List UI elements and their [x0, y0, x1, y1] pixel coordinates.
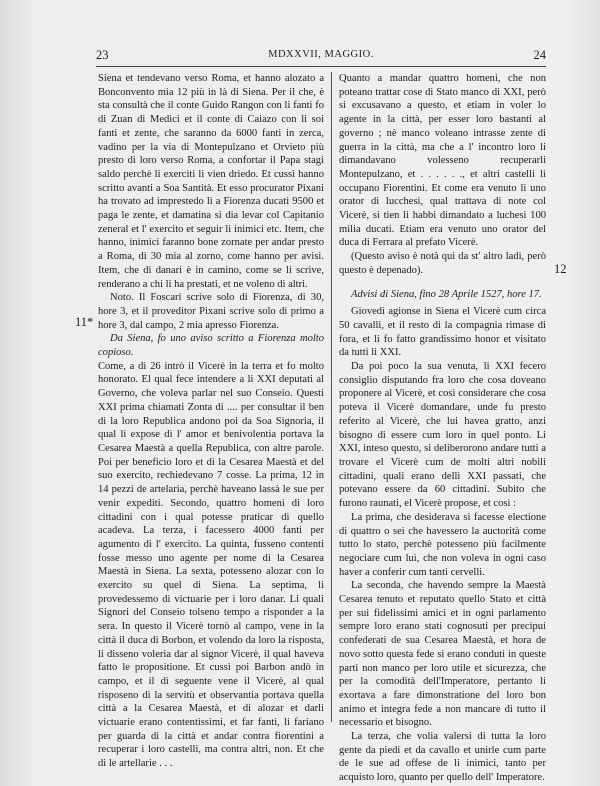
section-heading: Advisi di Siena, fino 28 Aprile 1527, hore 17. [351, 288, 542, 300]
header-rule [96, 66, 546, 67]
paragraph: Come, a dì 26 intrò il Vicerè in la terra et fo molto honorato. El qual fece intendere a li XXI deputati al Governo, che voleva parlar nel suo Conseio. Questi XXI prima chiamati Zonta di .... per consultar il ben di la loro Republica andono poi da Soa Signoria, il qual li expose di l' amor et benivolentia portava la Cesarea Maestà a quella Republica, con altre parole. Poi per beneficio loro et di la Cesarea Maestà et del suo exercito, rechiedevano 7 cosse. La prima, 12 in 14 pezzi de artelaria, perchè haveano lassà le sue per venir expediti. Secondo, quattro homeni di loro cittadini con i qual potesse praticar di quello acadeva. La terza, i facessero 4000 fanti per agumento di l' exercito. La quinta, fusseno contenti fosse messo uno agente per nome di la Cesarea Maestà in Siena. La sexta, potesseno alozar con lo exercito su quel di Siena. La septima, li provedessemo di victuarie per i loro danar. Li quali Signori del Conseio tolseno tempo a risponder a la sera. In questo il Vicerè tornò al campo, vene in la città il duca di Borbon, et volendo da loro la risposta, li disseno voleria dar al signor Vicerè, il qual haveva fatto le propositione. Et cussì poi Barbon andò in campo, et il dì seguente vene il Vicerè, al qual risposeno di la servitù et observantia portava quella città a la Cesarea Maestà, et di alozar et darli victuarie erano contentissimi, et far fanti, li fariano per guarda di la città et andar contra fiorentini a recuperar i loro castelli, ma contra altri, non. Et che di le artellarie . . . [98, 360, 324, 770]
paragraph: Noto. Il Foscari scrive solo di Fiorenza, di 30, hore 3, et il proveditor Pixani scrive solo di primo a hore 3, dal campo, 2 mia apresso Fiorenza. [98, 292, 324, 331]
section-heading: Da Siena, fo uno aviso scritto a Fiorenza molto copioso. [98, 333, 324, 359]
paragraph: Giovedì agionse in Siena el Vicerè cum circa 50 cavalli, et il resto di la compagnia rimase di fora, et li fo fatto grandissimo honor et visitato da tutti li XXI. [339, 306, 546, 359]
paragraph: (Questo aviso è notà qui da st' altro ladi, però questo è depenado). [339, 251, 546, 276]
page-number-right: 24 [533, 48, 546, 62]
left-column [98, 72, 324, 771]
page-number-left: 23 [96, 48, 109, 62]
paragraph: Da poi poco la sua venuta, li XXI fecero consiglio disputando fra loro che cosa doveano proponere al Vicerè, et così considerare che cosa poteva il Vicerè domandare, unde fu presto referito al Vicerè, che lui havea gratto, anzi bisogno di essere cum loro in quel ponto. Li XXI, inteso questo, si deliberorono andare tutti a trovare el Vicerè cum de molti altri nobili cittadini, quali erano delli XXI passati, che potevano essere da 60 cittadini. Subito che furono raunati, el Vicerè propose, et così : [339, 361, 546, 510]
running-title: MDXXVII, MAGGIO. [268, 49, 374, 60]
paragraph: La prima, che desiderava si facesse electione di quattro o sei che havessero la auctorità come tutto lo stato, perchè potesseno più facilmente negociare cum lui, che non voleva in ogni caso haver a conferir cum tanti cervelli. [339, 511, 546, 578]
paragraph: La terza, che volia valersi di tutta la loro gente da piedi et da cavallo et unirle cum parte de le sue ad offese de li inimici, tanto per acquisto loro, quanto per quello dell' Imperatore. [339, 731, 546, 784]
margin-number-left: 11* [75, 315, 94, 329]
paragraph: Quanto a mandar quattro homeni, che non poteano trattar cose di Stato manco di XXI, però si excusavano a questo, et etiam in voler lo agente in la città, per esser loro bastanti al governo ; nè manco voleano intrasse zente di guerra in la città, ma che a l' incontro loro li dimandavano volesseno recuperarli Montepulzano, et . . . . . ., et altri castelli li occupano Fiorentini. Et come era venuto lì uno orator di lucchesi, qual trattava di note col Vicerè, si tien li habbi dimandato a luchesi 100 milia ducati. Etiam era venuto uno orator del duca di Ferrara al prefato Vicerè. [339, 73, 546, 249]
paragraph: Siena et tendevano verso Roma, et hanno alozato a Bonconvento mia 12 più in là di Siena. Per il che, è sta consultà che il conte Guido Rangon con li fanti fo di Zuan di Medici et il conte di Caiazo con li soi fanti et zente, che saranno da 6000 fanti in zerca, vadino per la via di Montepulzano et Orvieto più presto di loro verso Roma, a confortar il Papa stagi saldo perchè li exerciti li vien driedo. Et cussì hanno scritto avanti a Soa Santità. Et esso procurator Pixani ha trovato ad imprestedo lì a Fiorenza ducati 9500 et paga le zente, et damatina si dia levar col Capitanio zeneral et l' exercito et seguir li inimici etc. Item, che hanno, inimici faranno bone zornate per andar presto a Roma, di 30 mia al zorno, come hanno per avisi. Item, che di danari è in camino, come se li scrive, renderano a chi li ha prestati, et ne voleno di altri. [98, 73, 324, 290]
right-column [339, 72, 546, 785]
paragraph: La seconda, che havendo sempre la Maestà Cesarea tenuto et reputato quello Stato et città per sui fidelissimi amici et in ogni parlamento sempre loro erano stati cognosuti per precipui confederati de sua Cesarea Maestà, et hora de novo sotto questa fede si erano conduti in queste parti non manco per loro utile et sicurezza, che per la comodità dell'Imperatore, pertanto li exortava a fare dimonstratione del loro bon animo et integra fede a non mancare di tutto il necessario et bisogno. [339, 580, 546, 729]
running-header [96, 48, 546, 66]
column-divider [331, 72, 332, 722]
margin-number-right: 12 [554, 262, 567, 276]
